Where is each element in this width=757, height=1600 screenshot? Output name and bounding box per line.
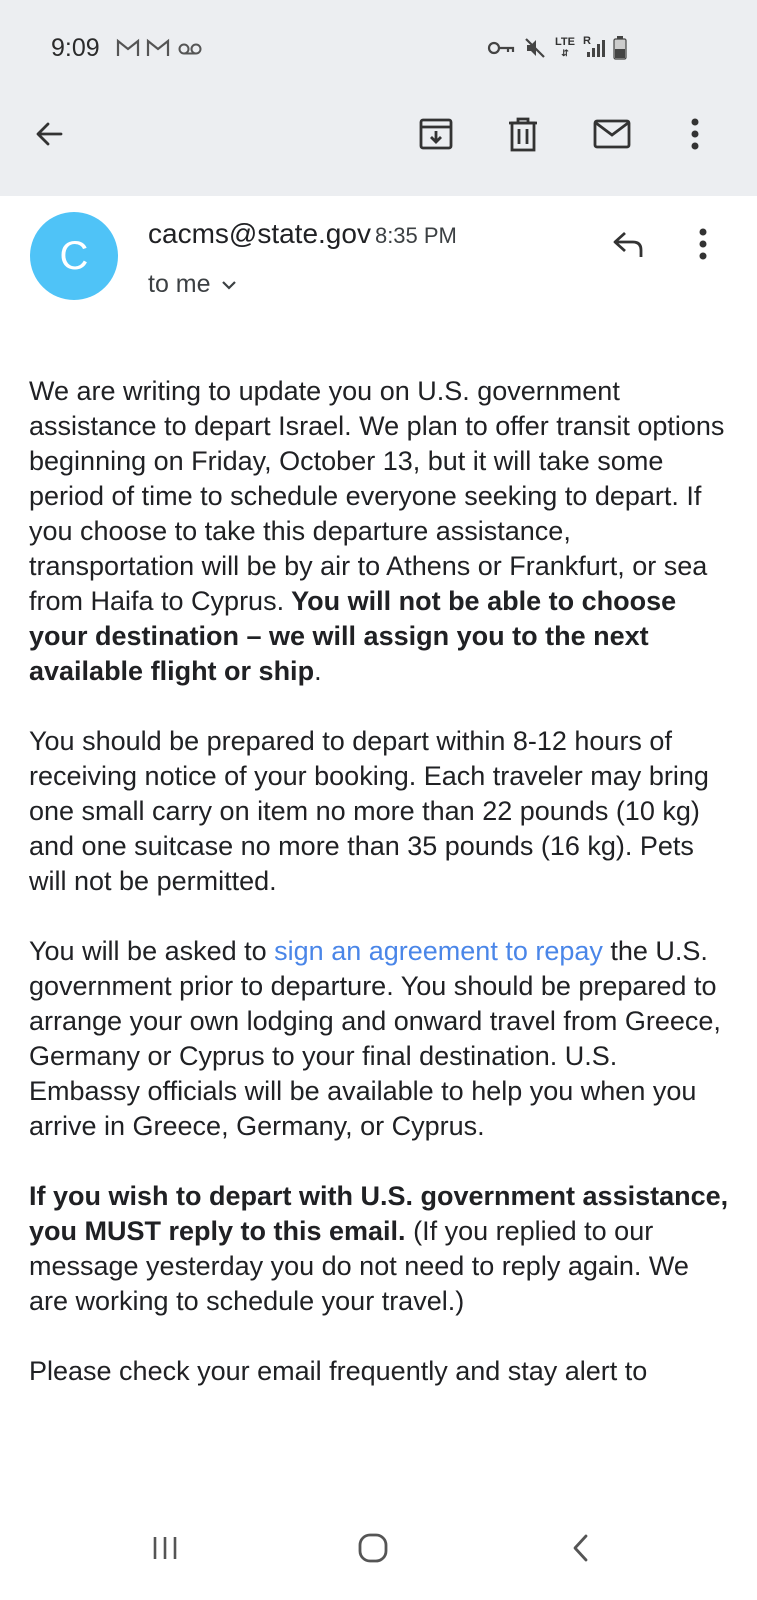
message-more-button[interactable] (675, 216, 731, 272)
sender-avatar[interactable] (30, 212, 118, 300)
body-text: We are writing to update you on U.S. government assistance to depart Israel. We plan to offer transit options beginning on Friday, October 13, but it will take some period of time to schedule everyone seeking to depart. If you choose to take this departure assistance, transportation will be by air to Athens or Frankfurt, or sea from Haifa to Cyprus. (29, 376, 725, 616)
body-paragraph-5 (29, 1354, 729, 1389)
status-bar (0, 22, 757, 74)
body-bold-text: You will not be able to choose your destination – we will assign you to the next available flight or ship (29, 586, 677, 686)
body-bold-text: If you wish to depart with U.S. government assistance, you MUST reply to this email. (29, 1181, 729, 1246)
notification-icons (116, 38, 202, 58)
top-area (0, 0, 757, 196)
signal-icon (583, 37, 605, 59)
body-paragraph-3 (29, 934, 729, 1144)
sender-address[interactable]: cacms@state.gov (148, 218, 371, 249)
chevron-down-icon (221, 279, 237, 291)
system-icons (487, 36, 627, 60)
recents-button[interactable] (120, 1508, 210, 1588)
body-text: Please check your email frequently and stay alert to (29, 1356, 648, 1386)
archive-button[interactable] (408, 106, 464, 162)
more-vert-icon (698, 228, 708, 260)
app-bar (0, 100, 757, 170)
vpn-key-icon (487, 40, 515, 56)
home-icon (357, 1532, 389, 1564)
body-paragraph-4 (29, 1179, 729, 1319)
archive-icon (418, 116, 454, 152)
mark-unread-icon (593, 119, 631, 149)
reply-button[interactable] (600, 216, 656, 272)
body-text: You should be prepared to depart within 8-12 hours of receiving notice of your booking. Each traveler may bring one small carry on item no more than 22 pounds (10 kg) and one suitcase no more than 35 pounds (16 kg). Pets will not be permitted. (29, 726, 709, 896)
nav-back-button[interactable] (536, 1508, 626, 1588)
gmail-icon (116, 38, 140, 58)
battery-icon (613, 36, 627, 60)
body-text: . (314, 656, 322, 686)
body-text: the U.S. government prior to departure. You should be prepared to arrange your own lodging and onward travel from Greece, Germany or Cyprus to your final destination. U.S. Embassy officials will be available to help you when you arrive in Greece, Germany, or Cyprus. (29, 936, 721, 1141)
sender-line (148, 218, 457, 250)
more-options-button[interactable] (667, 106, 723, 162)
delete-button[interactable] (495, 106, 551, 162)
roaming-label: R (583, 35, 591, 47)
body-text: (If you replied to our message yesterday you do not need to reply again. We are working to schedule your travel.) (29, 1216, 689, 1316)
status-time: 9:09 (51, 34, 100, 62)
recents-icon (151, 1535, 179, 1561)
mark-unread-button[interactable] (584, 106, 640, 162)
body-text: You will be asked to (29, 936, 275, 966)
back-button[interactable] (21, 106, 77, 162)
sent-time: 8:35 PM (374, 223, 457, 248)
more-vert-icon (690, 118, 700, 150)
recipient-label: to me (148, 270, 211, 298)
home-button[interactable] (328, 1508, 418, 1588)
back-icon (571, 1533, 591, 1563)
body-paragraph-1 (29, 374, 729, 689)
back-arrow-icon (33, 118, 65, 150)
avatar-letter: C (59, 233, 89, 278)
gmail-icon (146, 38, 170, 58)
email-body (29, 374, 729, 1424)
reply-icon (611, 229, 645, 259)
recipient-toggle[interactable] (148, 270, 237, 299)
network-label: LTE (555, 36, 575, 48)
delete-icon (506, 116, 540, 152)
voicemail-icon (178, 38, 202, 58)
body-paragraph-2 (29, 724, 729, 899)
system-nav-bar (0, 1508, 757, 1600)
mute-icon (523, 36, 547, 60)
lte-icon: LTE ⇵ (555, 36, 575, 58)
repay-agreement-link[interactable]: sign an agreement to repay (274, 936, 603, 966)
